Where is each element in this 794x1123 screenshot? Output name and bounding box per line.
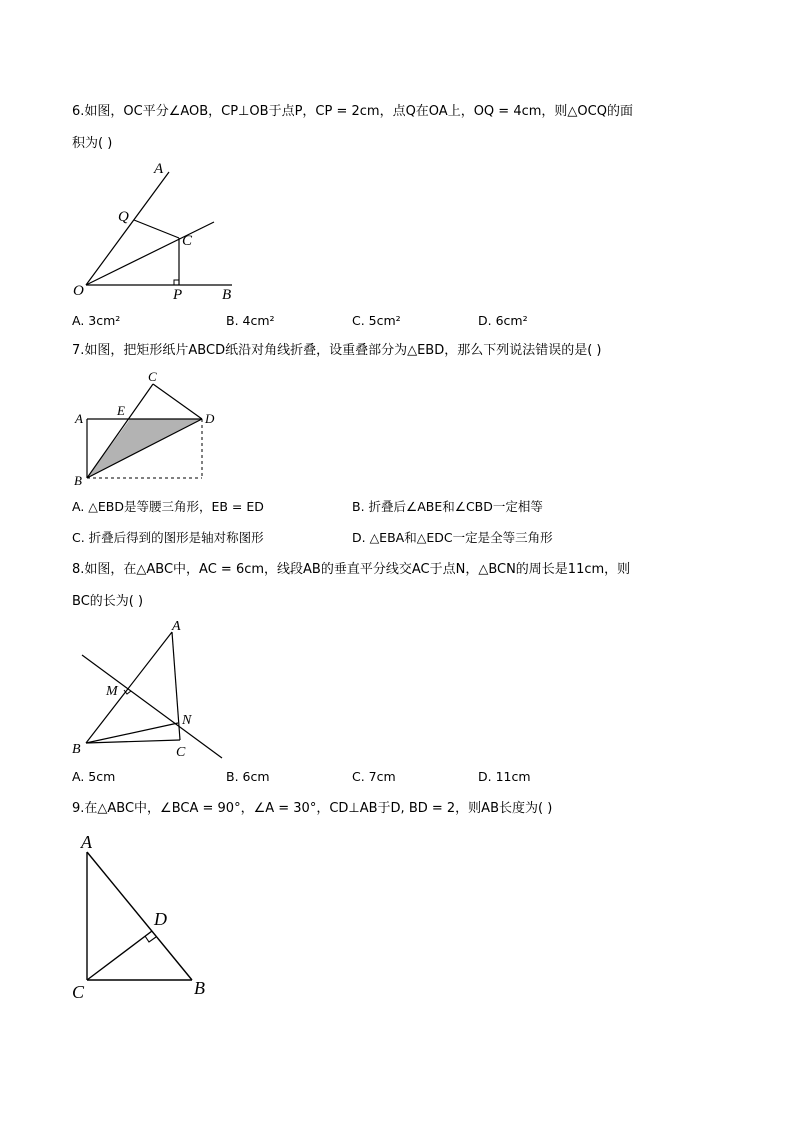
q9-right-angle-mark	[145, 936, 156, 942]
q8-stem-line1: 8.如图，在△ABC中，AC = 6cm，线段AB的垂直平分线交AC于点N，△BCN的周长是11cm，则	[72, 562, 631, 577]
q7-folded-side-cd	[153, 384, 202, 419]
q8-side-ab	[86, 632, 172, 743]
q6-right-angle-mark	[174, 280, 179, 285]
q8-label-c: C	[176, 745, 186, 760]
q6-option-d[interactable]: D. 6cm²	[478, 313, 528, 328]
q8-figure	[0, 610, 794, 770]
q7-option-a[interactable]: A. △EBD是等腰三角形，EB = ED	[72, 499, 264, 514]
q6-label-q: Q	[118, 209, 129, 225]
q7-label-e: E	[117, 403, 125, 418]
q9-altitude-cd	[87, 931, 152, 980]
q9-label-d: D	[154, 909, 167, 929]
q8-option-a[interactable]: A. 5cm	[72, 769, 116, 784]
q8-label-b: B	[72, 742, 81, 757]
q8-label-a: A	[172, 619, 181, 634]
q7-label-c: C	[148, 369, 157, 384]
q7-label-b: B	[74, 473, 82, 488]
q9-stem-line1: 9.在△ABC中，∠BCA = 90°，∠A = 30°，CD⊥AB于D, BD = 2，则AB长度为( )	[72, 801, 553, 816]
q9-label-c: C	[72, 982, 85, 1002]
q9-figure	[0, 820, 794, 1010]
q7-label-a: A	[75, 411, 83, 426]
q8-label-n: N	[182, 713, 192, 728]
q6-option-a[interactable]: A. 3cm²	[72, 313, 121, 328]
q6-stem-line2: 积为( )	[72, 136, 113, 151]
q6-segment-qc	[134, 220, 179, 238]
q6-label-o: O	[73, 283, 84, 299]
q6-ray-oc	[86, 222, 214, 285]
q9-side-ab	[87, 852, 192, 980]
q8-label-m: M	[106, 684, 118, 699]
q9-label-a: A	[81, 832, 92, 852]
q6-label-b: B	[222, 287, 232, 303]
q7-option-c[interactable]: C. 折叠后得到的图形是轴对称图形	[72, 530, 264, 545]
q9-label-b: B	[194, 978, 205, 998]
q7-label-d: D	[205, 411, 215, 426]
q6-option-b[interactable]: B. 4cm²	[226, 313, 275, 328]
q6-label-p: P	[173, 287, 183, 303]
q6-option-c[interactable]: C. 5cm²	[352, 313, 401, 328]
q8-option-c[interactable]: C. 7cm	[352, 769, 396, 784]
q6-label-a: A	[154, 161, 164, 177]
q6-stem-line1: 6.如图，OC平分∠AOB，CP⊥OB于点P，CP = 2cm，点Q在OA上，OQ = 4cm，则△OCQ的面	[72, 104, 633, 119]
q8-stem-line2: BC的长为( )	[72, 594, 144, 609]
q6-figure	[0, 0, 794, 330]
q7-stem-line1: 7.如图，把矩形纸片ABCD纸沿对角线折叠，设重叠部分为△EBD，那么下列说法错误的是( )	[72, 343, 602, 358]
q6-label-c: C	[182, 233, 193, 249]
q8-option-b[interactable]: B. 6cm	[226, 769, 270, 784]
q7-figure	[0, 360, 794, 490]
q7-option-d[interactable]: D. △EBA和△EDC一定是全等三角形	[352, 530, 553, 545]
q7-option-b[interactable]: B. 折叠后∠ABE和∠CBD一定相等	[352, 499, 543, 514]
q8-option-d[interactable]: D. 11cm	[478, 769, 531, 784]
